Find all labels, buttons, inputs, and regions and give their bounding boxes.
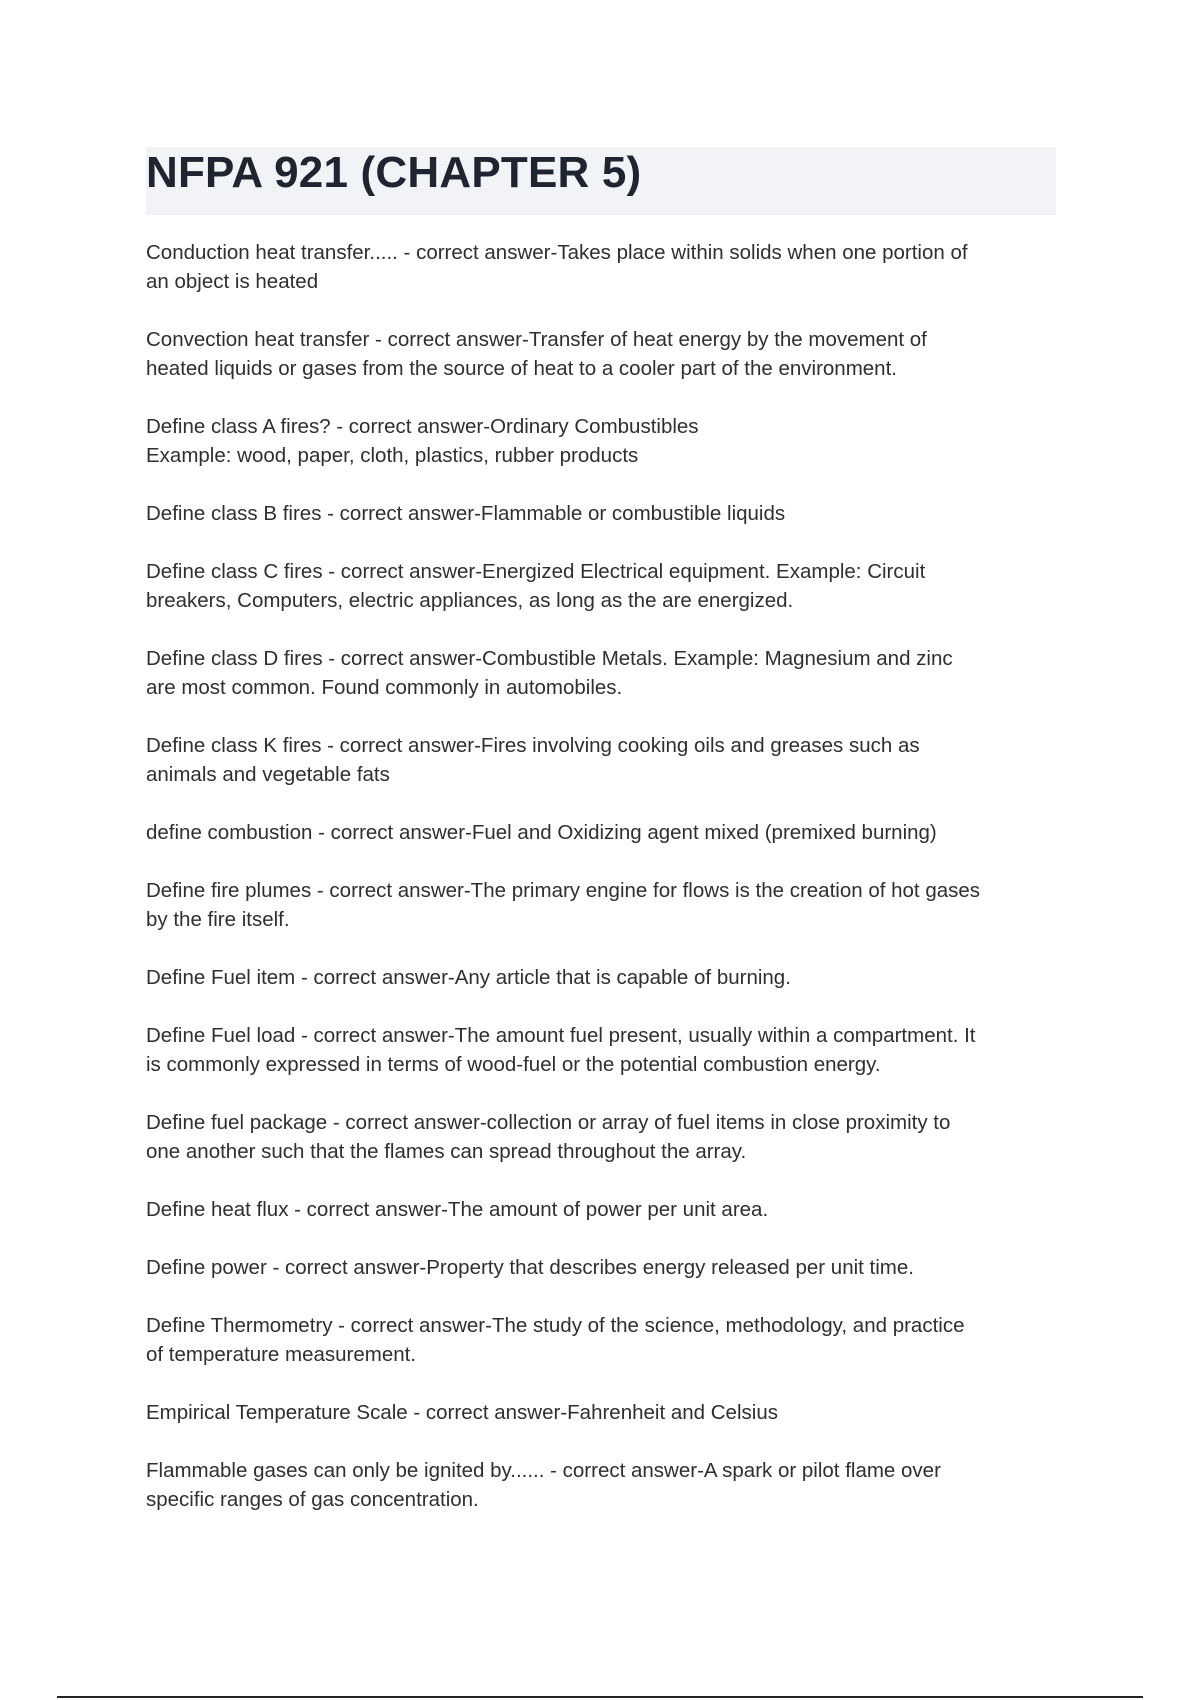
entry-line: Example: wood, paper, cloth, plastics, rubber products [146,444,639,467]
flashcard-entry [146,731,1056,789]
entry-line: Empirical Temperature Scale - correct answer-Fahrenheit and Celsius [146,1401,778,1424]
entry-line: Flammable gases can only be ignited by...... - correct answer-A spark or pilot flame over [146,1459,941,1482]
flashcard-entry [146,238,1056,296]
flashcard-entry [146,499,1056,528]
entry-line: animals and vegetable fats [146,763,390,786]
flashcard-entry [146,963,1056,992]
page-title: NFPA 921 (CHAPTER 5) [146,148,642,197]
flashcard-entry [146,644,1056,702]
flashcard-entry [146,1456,1056,1514]
flashcard-entry [146,876,1056,934]
entry-line: Conduction heat transfer..... - correct answer-Takes place within solids when one portion of [146,241,968,264]
entry-line: an object is heated [146,270,319,293]
flashcard-entry [146,1021,1056,1079]
entry-line: Define Thermometry - correct answer-The study of the science, methodology, and practice [146,1314,965,1337]
footer-divider [57,1696,1143,1698]
flashcard-entry [146,818,1056,847]
flashcard-entry [146,557,1056,615]
entry-line: define combustion - correct answer-Fuel and Oxidizing agent mixed (premixed burning) [146,821,937,844]
entry-line: one another such that the flames can spread throughout the array. [146,1140,747,1163]
entry-line: is commonly expressed in terms of wood-fuel or the potential combustion energy. [146,1053,881,1076]
flashcard-entry [146,412,1056,470]
entry-line: Define class C fires - correct answer-Energized Electrical equipment. Example: Circuit [146,560,926,583]
flashcard-entry [146,1253,1056,1282]
flashcard-entry [146,325,1056,383]
entry-line: Define fuel package - correct answer-collection or array of fuel items in close proximity to [146,1111,951,1134]
entry-line: heated liquids or gases from the source of heat to a cooler part of the environment. [146,357,897,380]
entry-line: Define class D fires - correct answer-Combustible Metals. Example: Magnesium and zinc [146,647,953,670]
entry-line: Define class B fires - correct answer-Flammable or combustible liquids [146,502,786,525]
entry-line: Define class K fires - correct answer-Fires involving cooking oils and greases such as [146,734,920,757]
entry-line: Convection heat transfer - correct answer-Transfer of heat energy by the movement of [146,328,927,351]
flashcard-entry [146,1108,1056,1166]
entry-line: of temperature measurement. [146,1343,417,1366]
entry-line: Define Fuel item - correct answer-Any article that is capable of burning. [146,966,791,989]
flashcard-entry [146,1195,1056,1224]
flashcard-list [146,238,1056,1543]
entry-line: Define power - correct answer-Property that describes energy released per unit time. [146,1256,914,1279]
flashcard-entry [146,1398,1056,1427]
flashcard-entry [146,1311,1056,1369]
entry-line: specific ranges of gas concentration. [146,1488,479,1511]
entry-line: Define Fuel load - correct answer-The amount fuel present, usually within a compartment. It [146,1024,976,1047]
entry-line: Define class A fires? - correct answer-Ordinary Combustibles [146,415,699,438]
entry-line: Define heat flux - correct answer-The amount of power per unit area. [146,1198,769,1221]
entry-line: by the fire itself. [146,908,290,931]
entry-line: are most common. Found commonly in automobiles. [146,676,623,699]
entry-line: breakers, Computers, electric appliances, as long as the are energized. [146,589,794,612]
entry-line: Define fire plumes - correct answer-The primary engine for flows is the creation of hot gases [146,879,981,902]
